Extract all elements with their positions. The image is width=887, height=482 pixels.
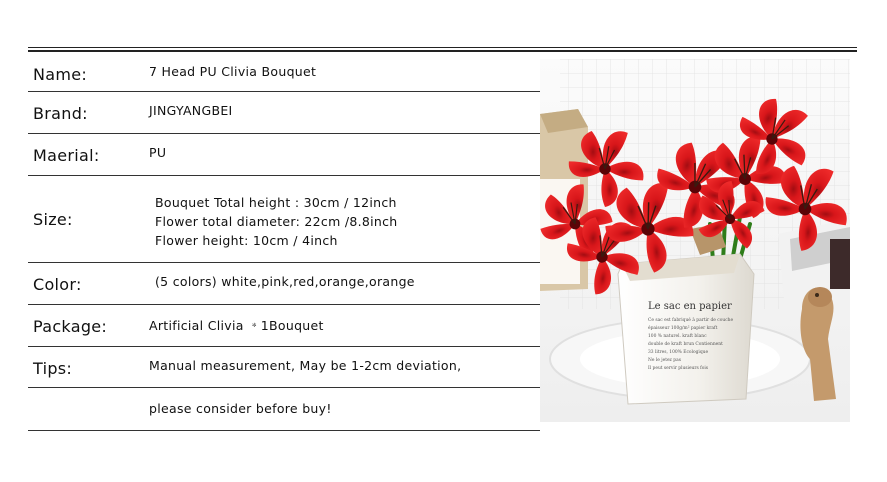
spec-label-name: Name: xyxy=(33,65,88,84)
spec-label-color: Color: xyxy=(33,275,82,294)
bag-line-7: Il peut servir plusieurs fois xyxy=(648,366,709,371)
spec-value-tips-line1: Manual measurement, May be 1-2cm deviation, xyxy=(149,358,462,373)
spec-row-package xyxy=(28,305,540,347)
product-photo xyxy=(540,59,850,422)
spec-row-tips-continued xyxy=(28,388,540,431)
spec-value-tips-line2: please consider before buy! xyxy=(149,401,332,416)
rule-line-thick xyxy=(28,50,857,52)
spec-row-material xyxy=(28,134,540,176)
bag-line-1: Ce sac est fabriqué à partir de couche xyxy=(648,318,734,323)
spec-value-material: PU xyxy=(149,145,167,160)
spec-row-brand xyxy=(28,92,540,134)
spec-value-name: 7 Head PU Clivia Bouquet xyxy=(149,64,317,79)
bag-line-3: 100 % naturel. kraft blanc xyxy=(648,334,707,339)
spec-value-package: Artificial Clivia ﹡1Bouquet xyxy=(149,318,324,333)
spec-value-color: (5 colors) white,pink,red,orange,orange xyxy=(155,274,415,289)
rule-line-thin xyxy=(28,47,857,48)
spec-label-material: Maerial: xyxy=(33,146,100,165)
size-line-diameter: Flower total diameter: 22cm /8.8inch xyxy=(155,214,398,229)
spec-label-size: Size: xyxy=(33,210,73,229)
clivia-bouquet-illustration xyxy=(540,59,850,422)
size-line-flower-height: Flower height: 10cm / 4inch xyxy=(155,233,338,248)
spec-row-color xyxy=(28,263,540,305)
bag-label: Le sac en papier xyxy=(648,301,732,312)
bag-line-5: 33 litres, 100% Ecologique xyxy=(648,350,709,355)
size-line-total-height: Bouquet Total height : 30cm / 12inch xyxy=(155,195,397,210)
spec-value-brand: JINGYANGBEI xyxy=(149,103,233,118)
spec-label-package: Package: xyxy=(33,317,108,336)
spec-row-name xyxy=(28,55,540,92)
spec-row-size xyxy=(28,176,540,263)
top-double-rule xyxy=(28,47,857,52)
spec-table xyxy=(28,55,540,431)
bag-line-4: double de kraft brun Contiennent xyxy=(648,342,723,347)
spec-row-tips xyxy=(28,347,540,388)
spec-value-size xyxy=(155,193,398,250)
spec-label-brand: Brand: xyxy=(33,104,88,123)
bag-line-6: Ne le jetez pas xyxy=(648,358,681,363)
bag-line-2: épaisseur 100g/m² papier kraft xyxy=(648,326,718,331)
spec-label-tips: Tips: xyxy=(33,359,73,378)
